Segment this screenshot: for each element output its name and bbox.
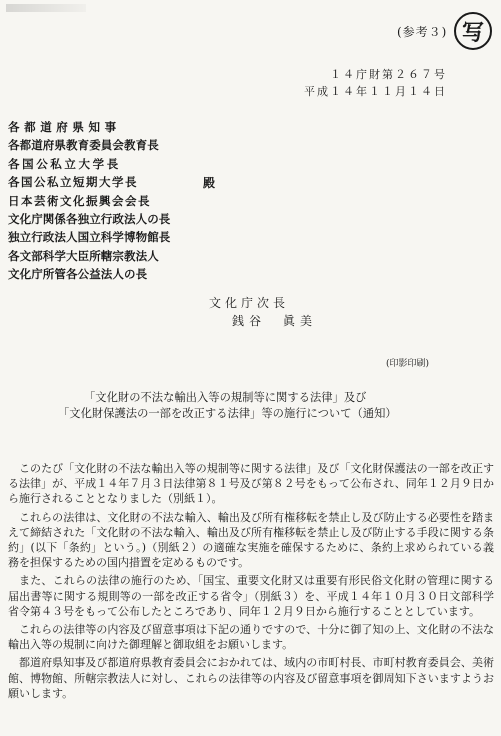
reference-label: (参考３) bbox=[397, 25, 448, 39]
honorific: 殿 bbox=[203, 176, 216, 190]
body-paragraph: 都道府県知事及び都道府県教育委員会におかれては、域内の市町村長、市町村教育委員会、美術館、博物館、所轄宗教法人に対し、これらの法律等の内容及び留意事項を御周知下さいますようお願いします。 bbox=[8, 656, 494, 700]
recipient-item: 日本芸術文化振興会会長 bbox=[8, 193, 151, 208]
copy-stamp: 写 bbox=[454, 12, 492, 50]
body-paragraph: また、これらの法律の施行のため、「国宝、重要文化財又は重要有形民俗文化財の管理に関する届出書等に関する規則等の一部を改正する省令」（別紙３）を、平成１４年１０月３０日文部科学省令第４３号をもって公布したところであり、同年１２月９日から施行することとしています。 bbox=[8, 574, 494, 618]
recipient-item: 文化庁関係各独立行政法人の長 bbox=[8, 212, 171, 227]
recipient-item: 各都道府県知事 bbox=[8, 120, 121, 134]
document-date: 平成１４年１１月１４日 bbox=[304, 85, 447, 98]
recipient-item: 各文部科学大臣所轄宗教法人 bbox=[8, 248, 159, 263]
recipient-item: 独立行政法人国立科学博物館長 bbox=[8, 230, 171, 245]
document-number-block bbox=[304, 66, 447, 100]
body-paragraph: これらの法律等の内容及び留意事項は下記の通りですので、十分に御了知の上、文化財の不法な輸出入等の規制に向けた御理解と御取組をお願いします。 bbox=[8, 623, 494, 652]
recipient-item: 各国公私立大学長 bbox=[8, 156, 121, 171]
sender-title: 文化庁次長 bbox=[209, 296, 290, 310]
recipient-item: 文化庁所管各公益法人の長 bbox=[8, 267, 148, 282]
sender-name: 銭谷 眞美 bbox=[232, 314, 318, 328]
seal-note: (印影印刷) bbox=[385, 359, 429, 369]
body-paragraph: このたび「文化財の不法な輸出入等の規制等に関する法律」及び「文化財保護法の一部を改正する法律」が、平成１４年７月３日法律第８１号及び第８２号をもって公布され、同年１２月９日から施行されることとなりました（別紙１）。 bbox=[8, 462, 494, 506]
recipient-item: 各都道府県教育委員会教育長 bbox=[8, 138, 159, 153]
body-text bbox=[8, 461, 494, 704]
subject-line-2: 「文化財保護法の一部を改正する法律」等の施行について（通知） bbox=[58, 407, 397, 420]
recipient-list bbox=[8, 118, 170, 284]
recipient-item: 各国公私立短期大学長 bbox=[8, 175, 138, 190]
body-paragraph: これらの法律は、文化財の不法な輸入、輸出及び所有権移転を禁止し及び防止する必要性を踏まえて締結された「文化財の不法な輸入、輸出及び所有権移転を禁止し及び防止する手段に関する条約」(以下「条約」という。)（別紙２）の適確な実施を確保するために、条約上求められている義務を担保するための国内措置を定めるものです。 bbox=[8, 510, 494, 570]
document-number: １４庁財第２６７号 bbox=[330, 68, 447, 81]
subject-heading bbox=[58, 390, 478, 422]
subject-line-1: 「文化財の不法な輸出入等の規制等に関する法律」及び bbox=[84, 391, 367, 404]
scan-artifact bbox=[6, 4, 86, 12]
